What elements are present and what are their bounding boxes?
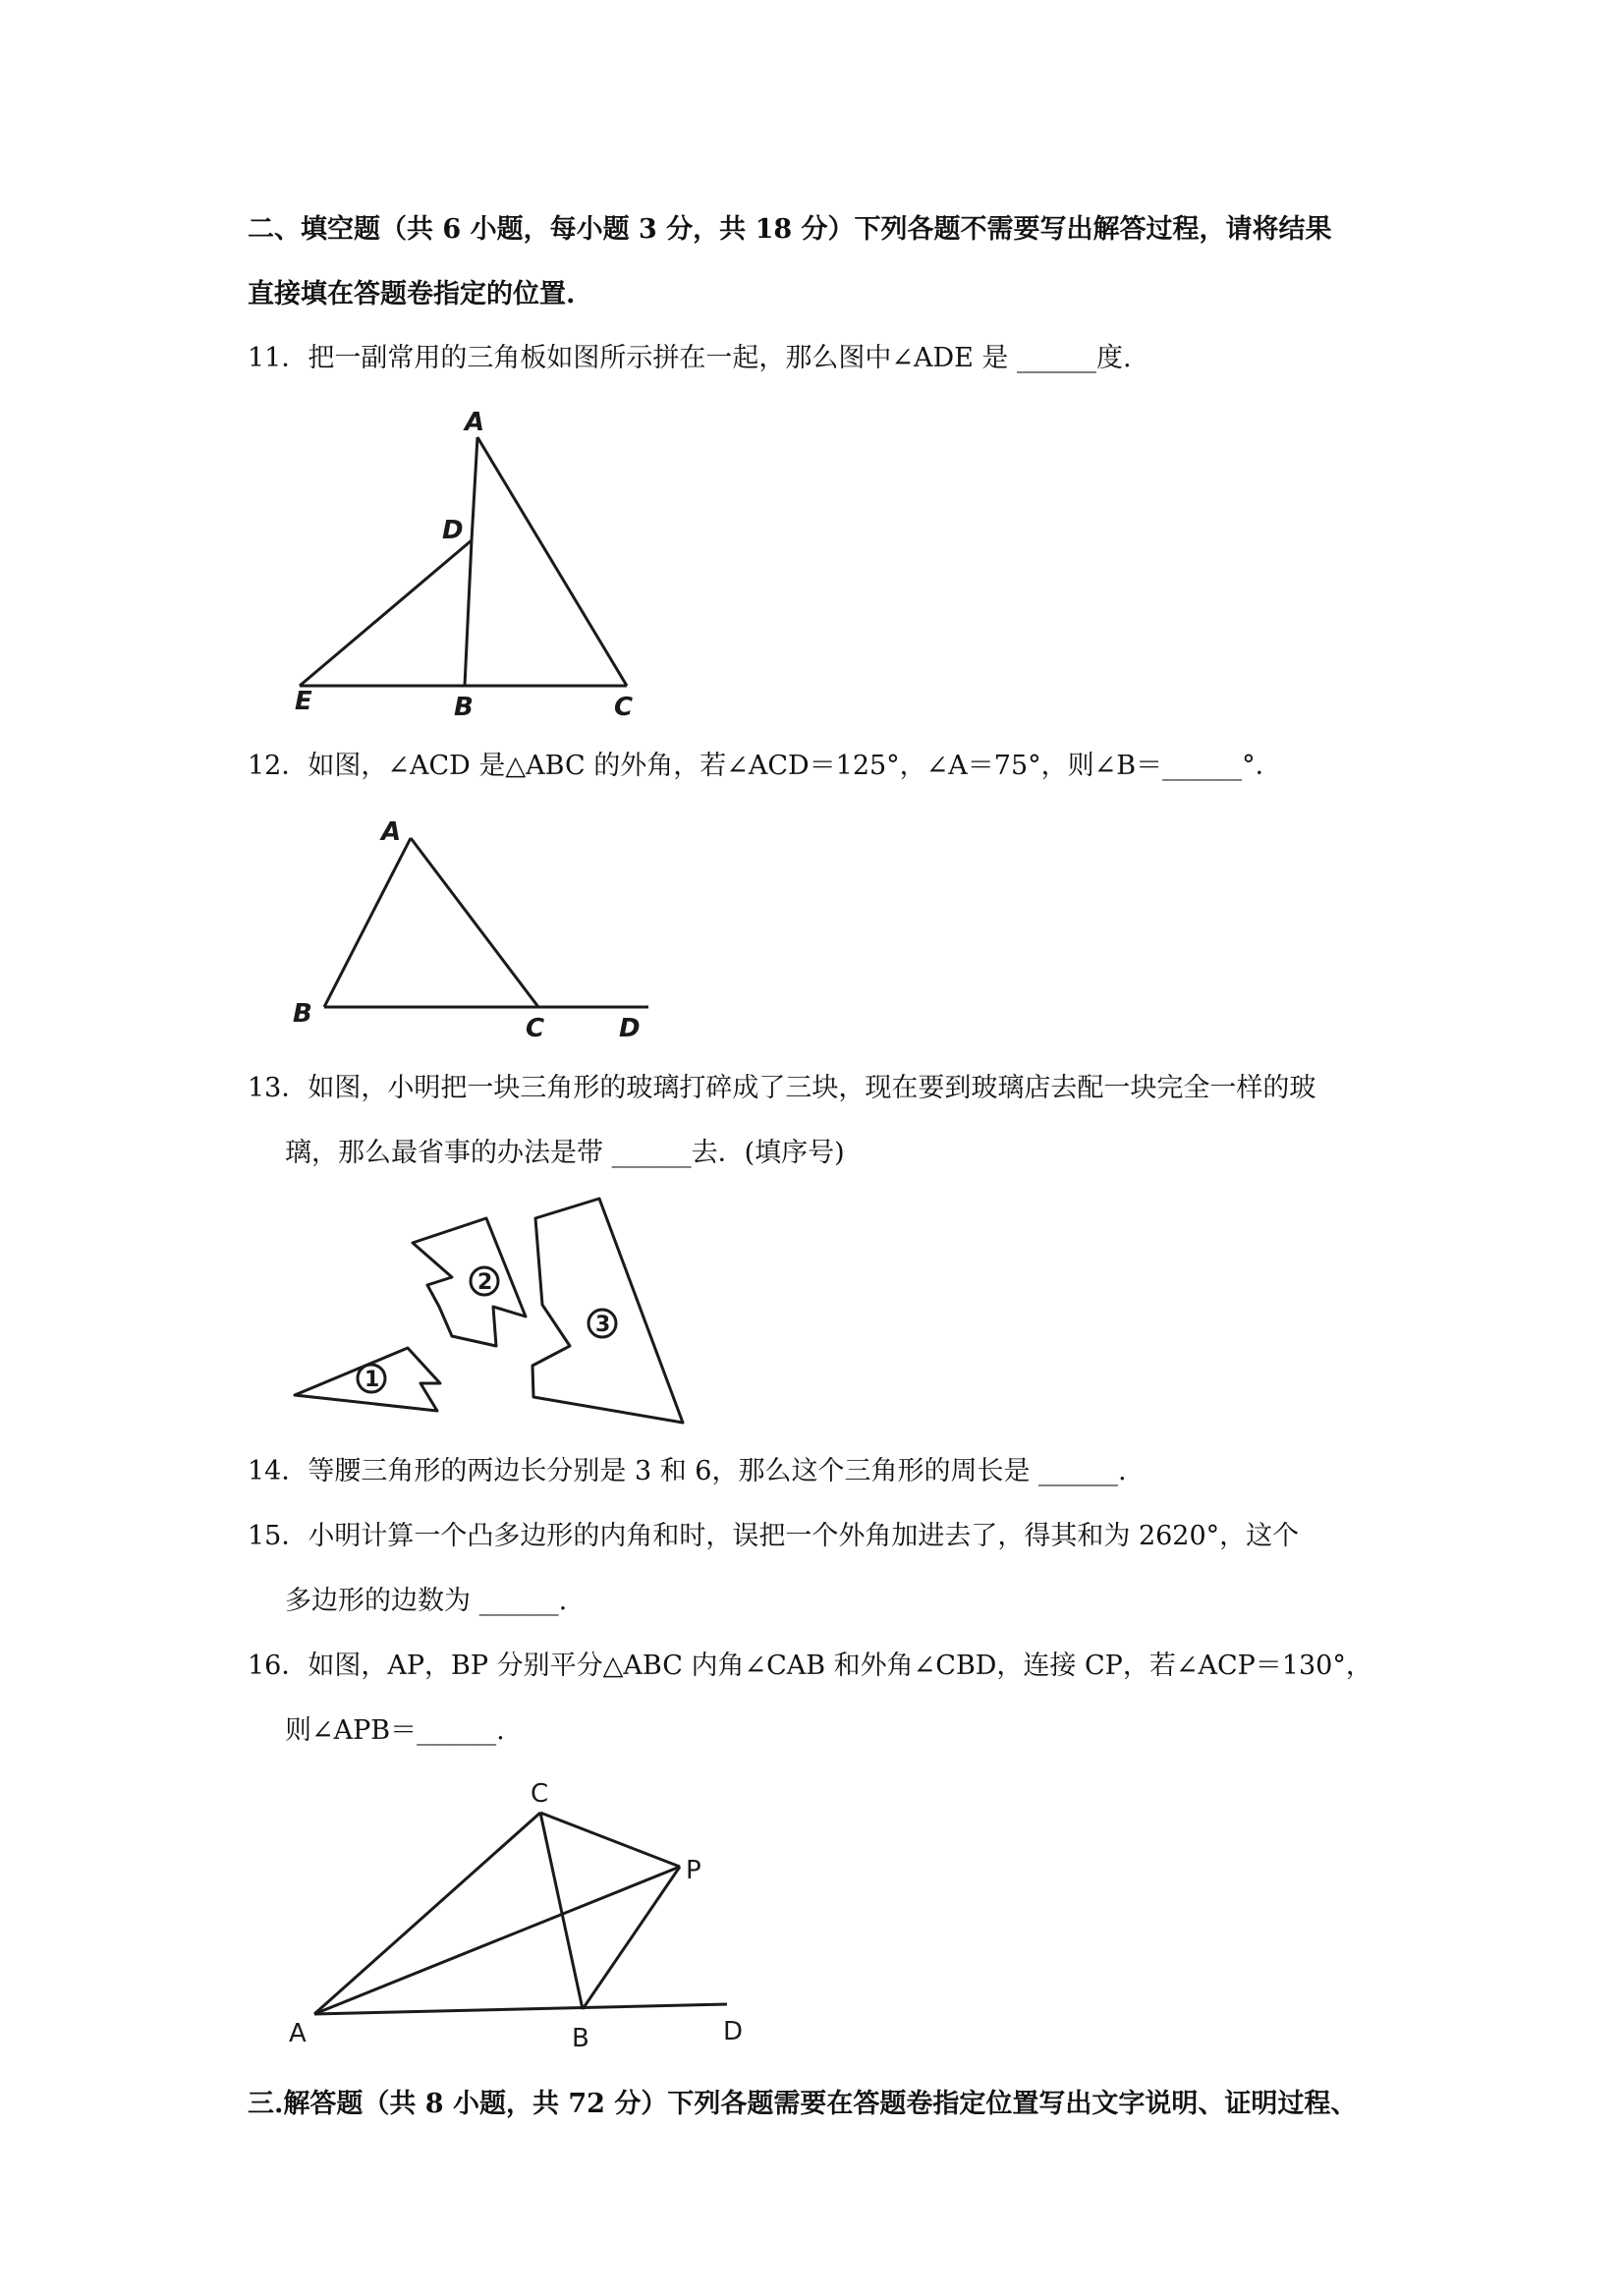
question-13-line2: 璃，那么最省事的办法是带 ______去．(填序号) [285, 1138, 845, 1168]
fig16-label-C: C [531, 1779, 549, 1809]
fig12-label-D: D [619, 1014, 641, 1043]
fig16-line-BP [583, 1867, 680, 2009]
fig11-line-DA [472, 437, 477, 540]
figure-16-triangle-bisectors [275, 1768, 766, 2053]
fig12-label-C: C [526, 1014, 545, 1043]
svg-text:1: 1 [364, 1368, 380, 1392]
question-16-line2: 则∠APB＝______. [285, 1715, 505, 1746]
fig12-line-AC [411, 838, 538, 1007]
fig13-piece-2 [413, 1218, 526, 1346]
fig11-label-E: E [295, 687, 312, 716]
fig11-line-BD [465, 540, 472, 686]
fig11-label-B: B [454, 693, 474, 722]
fig11-line-AC [477, 437, 627, 686]
fig16-label-B: B [572, 2024, 589, 2053]
figure-13-glass-pieces [285, 1189, 707, 1434]
fig16-line-AC [314, 1813, 540, 2014]
fig11-line-ED [300, 540, 472, 686]
fig12-label-B: B [293, 999, 312, 1029]
fig16-line-CB [540, 1813, 583, 2009]
fig16-line-AP [314, 1867, 680, 2014]
section2-heading-line1: 二、填空题（共 6 小题，每小题 3 分，共 18 分）下列各题不需要写出解答过程，请将结果 [248, 214, 1332, 245]
figure-11-triangles [285, 403, 658, 727]
question-15-line2: 多边形的边数为 ______. [285, 1586, 568, 1616]
question-16-line1: 16．如图，AP，BP 分别平分△ABC 内角∠CAB 和外角∠CBD，连接 CP，若∠ACP＝130°， [248, 1651, 1372, 1681]
section2-heading-line2: 直接填在答题卷指定的位置. [248, 279, 576, 309]
fig16-line-CP [540, 1813, 680, 1867]
fig12-line-BA [324, 838, 411, 1007]
svg-text:2: 2 [477, 1270, 493, 1295]
question-12: 12．如图，∠ACD 是△ABC 的外角，若∠ACD＝125°，∠A＝75°，则∠B＝______°． [248, 751, 1282, 781]
fig16-label-P: P [686, 1856, 701, 1885]
fig13-label-2 [471, 1267, 498, 1295]
fig13-label-1 [358, 1365, 385, 1392]
question-15-line1: 15．小明计算一个凸多边形的内角和时，误把一个外角加进去了，得其和为 2620°，这个 [248, 1521, 1300, 1551]
fig12-label-A: A [381, 817, 402, 847]
section3-heading-line1: 三.解答题（共 8 小题，共 72 分）下列各题需要在答题卷指定位置写出文字说明、证明过程、 [248, 2089, 1358, 2119]
figure-12-triangle [285, 811, 668, 1046]
fig16-line-AD [314, 2004, 727, 2014]
fig11-label-A: A [465, 408, 485, 437]
fig11-label-D: D [442, 516, 464, 545]
fig11-label-C: C [614, 693, 634, 722]
question-11: 11．把一副常用的三角板如图所示拼在一起，那么图中∠ADE 是 ______度. [248, 343, 1132, 373]
fig13-label-3 [588, 1310, 616, 1337]
question-14: 14．等腰三角形的两边长分别是 3 和 6，那么这个三角形的周长是 ______. [248, 1456, 1127, 1486]
svg-text:3: 3 [595, 1313, 611, 1337]
question-13-line1: 13．如图，小明把一块三角形的玻璃打碎成了三块，现在要到玻璃店去配一块完全一样的玻 [248, 1073, 1316, 1103]
fig16-label-A: A [289, 2019, 307, 2048]
fig16-label-D: D [723, 2017, 744, 2046]
